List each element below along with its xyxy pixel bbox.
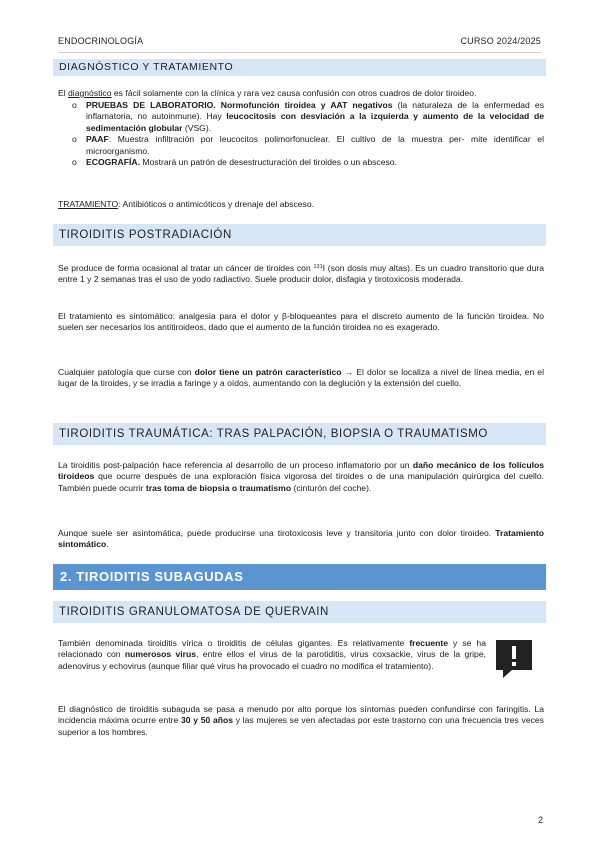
section-heading-diagnostico: DIAGNÓSTICO Y TRATAMIENTO <box>53 59 546 76</box>
diagnostico-intro: El diagnóstico es fácil solamente con la clínica y rara vez causa confusión con otros cuadros de dolor tiroideo. <box>58 88 477 98</box>
header-course: CURSO 2024/2025 <box>460 36 541 46</box>
list-item-ecografia: o ECOGRAFÍA. Mostrará un patrón de desestructuración del tiroides o un absceso. <box>72 157 397 168</box>
header-subject: ENDOCRINOLOGÍA <box>58 36 144 46</box>
list-item-paaf: o PAAF: Muestra infiltración por leucocitos polimorfonuclear. El cultivo de la muestra per- mite identificar el microorganismo. <box>72 134 544 156</box>
postradiacion-paragraph-2: El tratamiento es sintomático: analgesia para el dolor y β-bloqueantes para el discreto aumento de la función tiroidea. No suelen ser necesarios los antitiroideos, dado que el aumento de la función tiroidea no es exagerado. <box>58 311 544 333</box>
diagnostico-list <box>72 100 544 168</box>
running-header <box>58 36 541 50</box>
tratamiento-line: TRATAMIENTO: Antibióticos o antimicóticos y drenaje del absceso. <box>58 199 315 209</box>
header-divider <box>58 52 541 53</box>
list-item-laboratorio: o PRUEBAS DE LABORATORIO. Normofunción tiroidea y AAT negativos (la naturaleza de la enfermedad es inflamatoria, no autoinmune). Hay leucocitosis con desviación a la izquierda y aumento de la velocidad de sedimentación globular (VSG). <box>72 100 545 133</box>
quervain-paragraph-2: El diagnóstico de tiroiditis subaguda se pasa a menudo por alto porque los síntomas pueden confundirse con faringitis. La incidencia máxima ocurre entre 30 y 50 años y las mujeres se ven afectadas por este trastorno con una frecuencia tres veces superior a los hombres. <box>58 704 544 737</box>
page-number: 2 <box>537 815 543 825</box>
traumatica-paragraph-1: La tiroiditis post-palpación hace referencia al desarrollo de un proceso inflamatorio por un daño mecánico de los folículos tiroideos que ocurre después de una exploración física vigorosa del tiroides o de una manipulación quirúrgica del cuello. También puede ocurrir tras toma de biopsia o traumatismo (cinturón del coche). <box>58 460 544 493</box>
section-heading-traumatica: TIROIDITIS TRAUMÁTICA: TRAS PALPACIÓN, BIOPSIA O TRAUMATISMO <box>53 423 546 445</box>
bullet-marker: o <box>72 134 77 145</box>
section-heading-quervain: TIROIDITIS GRANULOMATOSA DE QUERVAIN <box>53 601 546 623</box>
postradiacion-paragraph-3: Cualquier patología que curse con dolor tiene un patrón característico → El dolor se localiza a nivel de línea media, en el lugar de la tiroides, y se irradia a faringe y a oídos, aumentando con la deglución y la extensión del cuello. <box>58 367 544 389</box>
warning-speech-icon <box>494 638 534 680</box>
postradiacion-paragraph-1: Se produce de forma ocasional al tratar un cáncer de tiroides con $^{131}$I (son dosis muy altas). Es un cuadro transitorio que dura entre 1 y 2 semanas tras el uso de yodo radiactivo. Suele producir dolor, disfagia y tirotoxicosis moderada. <box>58 263 544 285</box>
bullet-marker: o <box>72 100 77 110</box>
chapter-heading-subagudas: 2. TIROIDITIS SUBAGUDAS <box>53 564 546 590</box>
bullet-marker: o <box>72 157 77 168</box>
quervain-paragraph-1: También denominada tiroiditis vírica o tiroiditis de células gigantes. Es relativamente frecuente y se ha relacionado con numerosos virus, entre ellos el virus de la parotiditis, virus coxsackie, virus de la gripe, adenovirus y echovirus (aunque filiar qué virus ha provocado el cuadro no modifica el tratamiento). <box>58 638 486 671</box>
section-heading-postradiacion: TIROIDITIS POSTRADIACIÓN <box>53 224 546 246</box>
traumatica-paragraph-2: Aunque suele ser asintomática, puede producirse una tirotoxicosis leve y transitoria junto con dolor tiroideo. Tratamiento sintomático. <box>58 528 544 550</box>
